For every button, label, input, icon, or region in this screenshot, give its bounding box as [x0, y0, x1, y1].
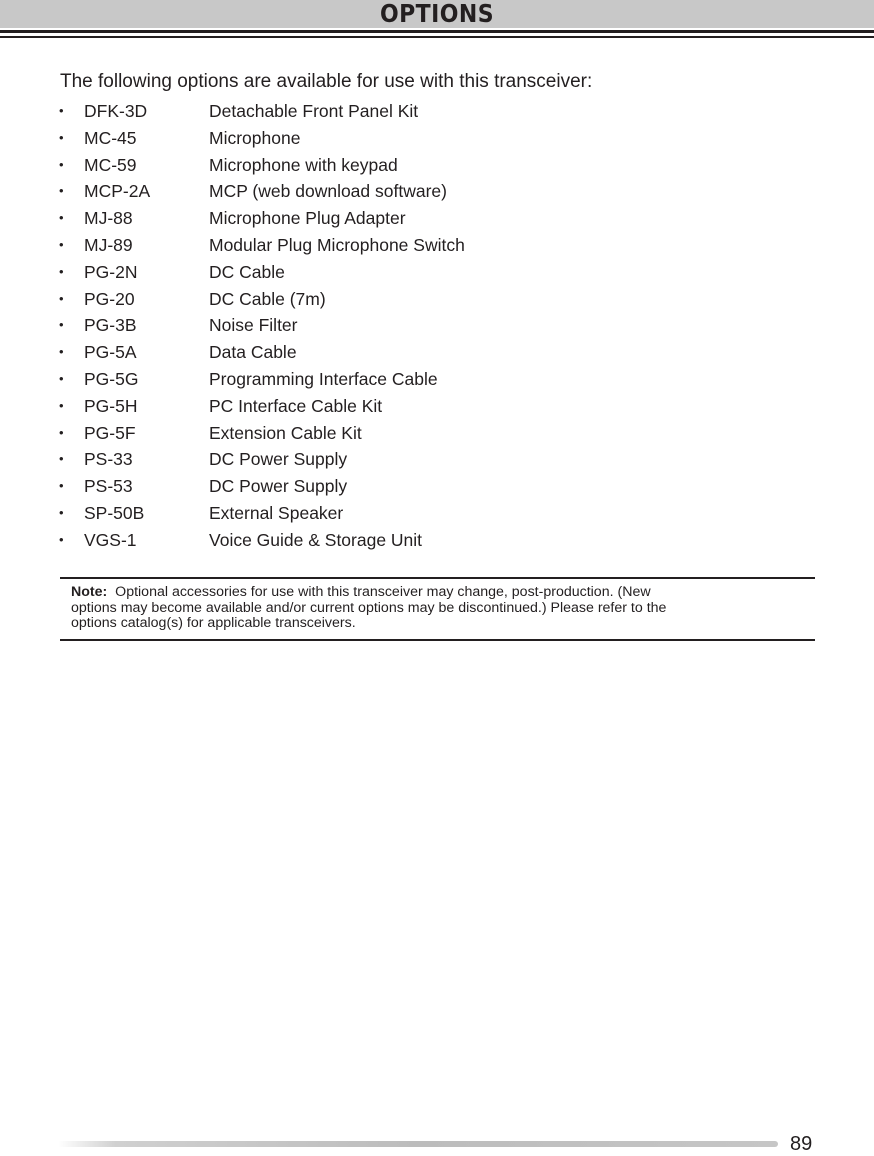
option-item: [0, 125, 874, 152]
option-description: DC Cable: [209, 261, 285, 282]
bullet-glyph: •: [59, 103, 64, 118]
option-code: SP-50B: [84, 502, 145, 523]
option-code: PG-5G: [84, 368, 139, 389]
option-code: PS-53: [84, 476, 133, 497]
bullet-glyph: •: [59, 344, 64, 360]
option-description: Programming Interface Cable: [209, 368, 438, 389]
option-description: Data Cable: [209, 342, 297, 363]
option-description: MCP (web download software): [209, 181, 447, 202]
option-description: Noise Filter: [209, 315, 298, 336]
note-label: Note:: [71, 584, 108, 600]
bullet-glyph: •: [59, 129, 64, 145]
option-code: PG-5A: [84, 342, 137, 363]
page-title: OPTIONS: [379, 0, 495, 28]
option-item: [0, 232, 874, 259]
option-description: Microphone Plug Adapter: [209, 208, 406, 229]
intro-text: The following options are available for use with this transceiver:: [60, 71, 593, 92]
option-item: [0, 339, 874, 366]
option-item: [0, 312, 874, 339]
bullet-glyph: •: [59, 478, 64, 494]
option-description: DC Power Supply: [209, 449, 348, 470]
option-item: [0, 286, 874, 313]
page-number: 89: [790, 1133, 813, 1155]
option-description: Microphone: [209, 127, 301, 148]
option-item: [0, 259, 874, 286]
option-code: DFK-3D: [84, 101, 148, 121]
option-description: External Speaker: [209, 502, 344, 523]
option-code: PG-5H: [84, 395, 138, 416]
option-item: [0, 500, 874, 527]
bullet-glyph: •: [59, 397, 64, 413]
footer-bar: [58, 1141, 778, 1147]
option-item: [0, 420, 874, 447]
bullet-glyph: •: [59, 504, 64, 520]
option-description: Extension Cable Kit: [209, 422, 362, 443]
option-item: [0, 366, 874, 393]
option-code: PG-20: [84, 288, 135, 309]
bullet-glyph: •: [59, 424, 64, 440]
option-code: PS-33: [84, 449, 133, 470]
option-item: [0, 473, 874, 500]
bullet-glyph: •: [59, 531, 64, 547]
option-code: MJ-88: [84, 208, 133, 229]
option-description: Microphone with keypad: [209, 154, 398, 175]
note-line-3: options catalog(s) for applicable transceivers.: [71, 615, 356, 631]
option-code: MC-45: [84, 127, 137, 148]
bullet-glyph: •: [59, 451, 64, 467]
option-code: PG-3B: [84, 315, 137, 336]
bullet-glyph: •: [59, 263, 64, 279]
note-line-1-text: Optional accessories for use with this transceiver may change, post-production. (New: [115, 584, 651, 600]
note-box: [60, 577, 815, 641]
note-line-2: options may become available and/or current options may be discontinued.) Please refer to the: [71, 599, 667, 616]
option-description: DC Cable (7m): [209, 288, 326, 309]
option-item: [0, 178, 874, 205]
option-item: [0, 152, 874, 179]
note-line-1: [71, 585, 809, 601]
header-rule-thick: [0, 30, 874, 33]
option-description: DC Power Supply: [209, 476, 348, 497]
bullet-glyph: •: [59, 370, 64, 386]
option-code: MC-59: [84, 154, 137, 175]
option-item: [0, 527, 874, 554]
option-code: VGS-1: [84, 529, 137, 550]
option-description: PC Interface Cable Kit: [209, 395, 383, 416]
option-code: PG-5F: [84, 422, 136, 443]
header-rule-thin: [0, 36, 874, 38]
option-description: Detachable Front Panel Kit: [209, 101, 419, 121]
option-description: Voice Guide & Storage Unit: [209, 529, 423, 550]
bullet-glyph: •: [59, 290, 64, 306]
options-list: [0, 98, 874, 554]
option-description: Modular Plug Microphone Switch: [209, 234, 465, 255]
option-code: MCP-2A: [84, 181, 151, 202]
bullet-glyph: •: [59, 317, 64, 333]
bullet-glyph: •: [59, 156, 64, 172]
option-item: [0, 446, 874, 473]
option-item: [0, 98, 874, 125]
bullet-glyph: •: [59, 183, 64, 199]
option-code: PG-2N: [84, 261, 138, 282]
option-code: MJ-89: [84, 234, 133, 255]
bullet-glyph: •: [59, 210, 64, 226]
option-item: [0, 393, 874, 420]
option-item: [0, 205, 874, 232]
bullet-glyph: •: [59, 236, 64, 252]
